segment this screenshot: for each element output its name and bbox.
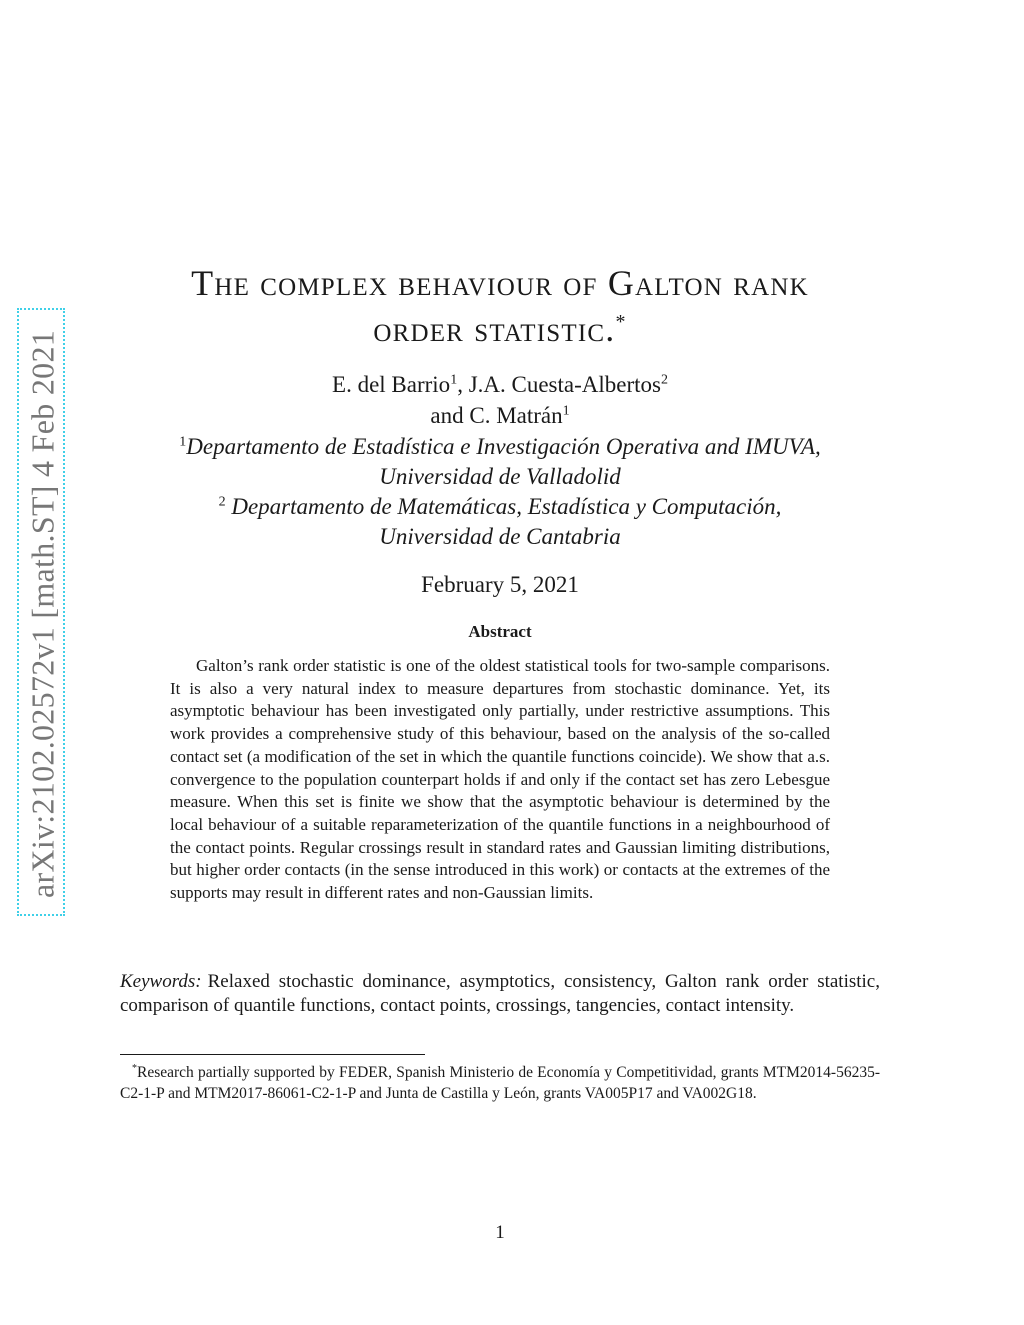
page-number: 1 (495, 1222, 505, 1243)
affiliation-2-line-1: $^2$ Departamento de Matemáticas, Estadística y Computación, (218, 494, 782, 519)
footnote (120, 1059, 880, 1104)
title-footnote-marker: * (615, 311, 627, 333)
paper-title-line-2: order statistic.* (373, 309, 627, 349)
publication-date: February 5, 2021 (421, 572, 579, 597)
abstract-heading: Abstract (468, 622, 532, 641)
arxiv-stamp (17, 308, 65, 916)
paper-title-line-1: The complex behaviour of Galton rank (191, 263, 809, 303)
affiliation-1-line-2: Universidad de Valladolid (379, 464, 621, 489)
authors-line-1: E. del Barrio$^1$, J.A. Cuesta-Albertos$^2$ (332, 372, 668, 397)
arxiv-identifier: arXiv:2102.02572v1 [math.ST] 4 Feb 2021 (24, 329, 61, 899)
affiliation-2-line-2: Universidad de Cantabria (379, 524, 621, 549)
abstract-text: Galton’s rank order statistic is one of the oldest statistical tools for two-sample comparisons. It is also a very natural index to measure departures from stochastic dominance. Yet, its asymptotic behaviour has been investigated only partially, under restrictive assumptions. This work provides a comprehensive study of this behaviour, based on the analysis of the so-called contact set (a modification of the set in which the quantile functions coincide). We show that a.s. convergence to the population counterpart holds if and only if the contact set has zero Lebesgue measure. When this set is finite we show that the asymptotic behaviour is determined by the local behaviour of a suitable reparameterization of the quantile functions in a neighbourhood of the contact points. Regular crossings result in standard rates and Gaussian limiting distributions, but higher order contacts (in the sense introduced in this work) or contacts at the extremes of the supports may result in different rates and non-Gaussian limits. (170, 656, 830, 903)
keywords-label: Keywords: (120, 971, 202, 992)
footnote-rule (120, 1054, 425, 1055)
authors-line-2: and C. Matrán$^1$ (430, 403, 570, 428)
footnote-marker: * (132, 1063, 137, 1074)
keywords-section (120, 970, 880, 1018)
keywords-text: Relaxed stochastic dominance, asymptotics, consistency, Galton rank order statistic, comparison of quantile functions, contact points, crossings, tangencies, contact intensity. (120, 971, 880, 1016)
footnote-text: Research partially supported by FEDER, Spanish Ministerio de Economía y Competitividad, grants MTM2014-56235-C2-1-P and MTM2017-86061-C2-1-P and Junta de Castilla y León, grants VA005P17 and VA002G18. (120, 1064, 880, 1102)
affiliation-1-line-1: $^1$Departamento de Estadística e Investigación Operativa and IMUVA, (179, 434, 821, 459)
